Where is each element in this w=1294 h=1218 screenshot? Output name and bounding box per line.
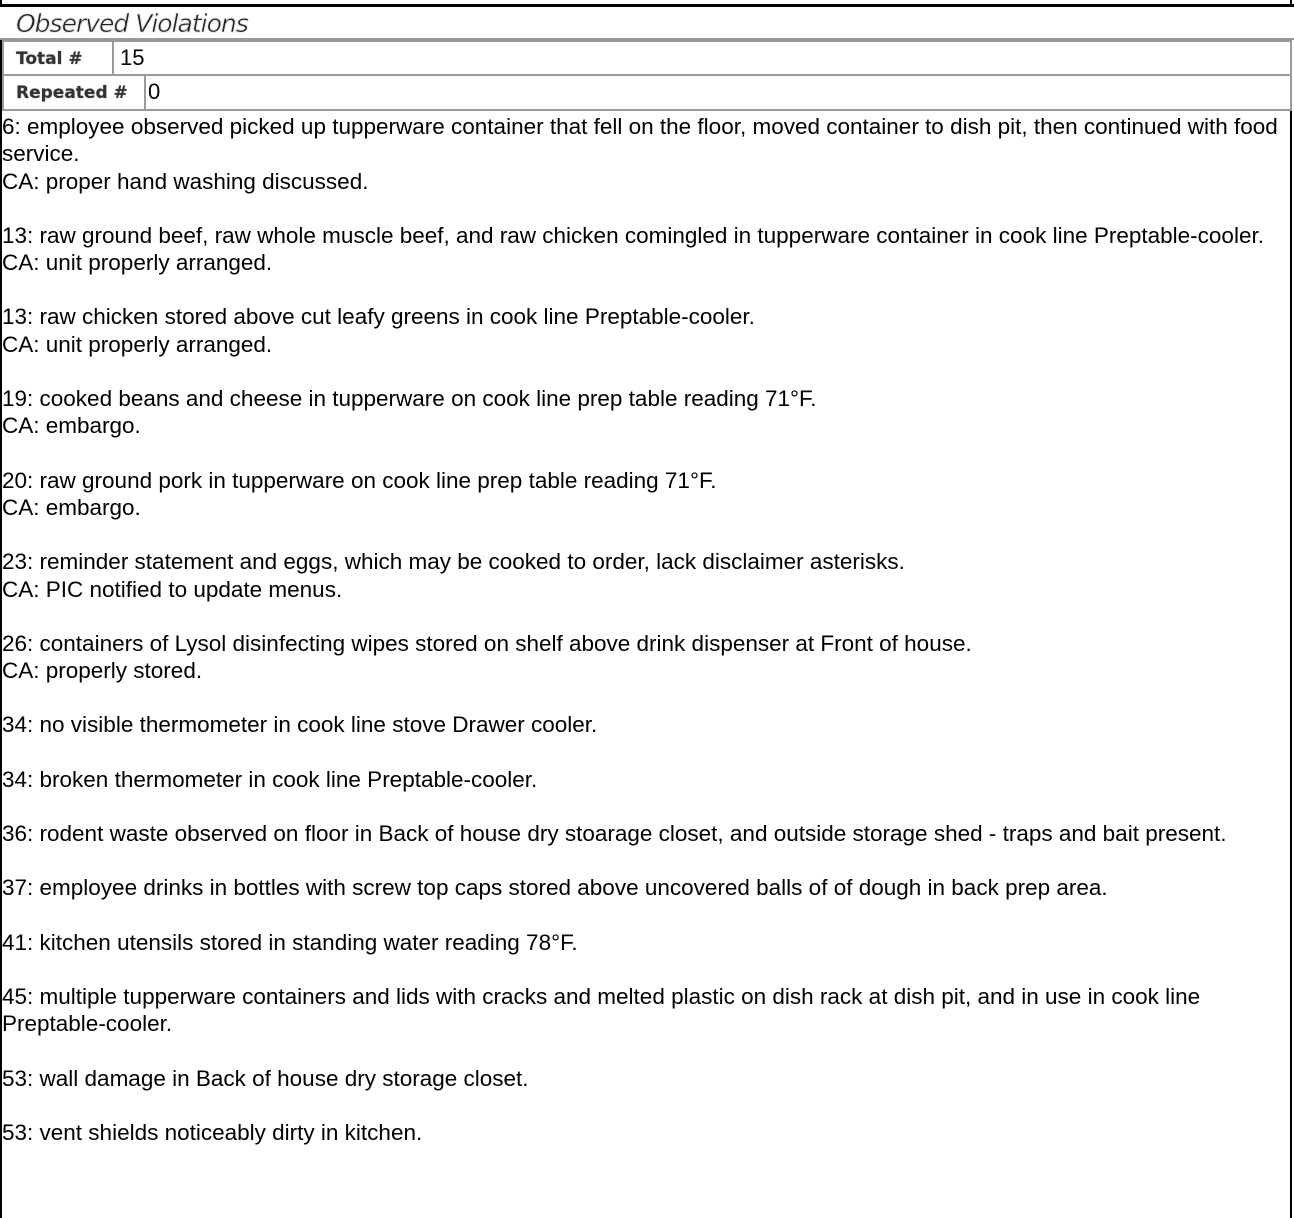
violation-text: 37: employee drinks in bottles with screw top caps stored above uncovered balls of of dough in back prep area.	[2, 875, 1108, 901]
violation-entry	[2, 630, 1282, 685]
violation-entry	[2, 820, 1282, 847]
violation-text: 41: kitchen utensils stored in standing water reading 78°F.	[2, 929, 578, 955]
violation-entry	[2, 874, 1282, 901]
violation-text: 6: employee observed picked up tupperware container that fell on the floor, moved container to dish pit, then continued with food service.	[2, 114, 1278, 167]
violation-text: 34: broken thermometer in cook line Preptable-cooler.	[2, 766, 538, 792]
violation-text: 19: cooked beans and cheese in tupperware on cook line prep table reading 71°F.	[2, 386, 817, 412]
violation-text: 13: raw chicken stored above cut leafy greens in cook line Preptable-cooler.	[2, 304, 755, 330]
violation-entry	[2, 548, 1282, 603]
violations-list	[2, 113, 1282, 1173]
violation-text: 23: reminder statement and eggs, which may be cooked to order, lack disclaimer asterisks.	[2, 549, 905, 575]
violation-entry	[2, 766, 1282, 793]
corrective-action-text: CA: embargo.	[2, 413, 141, 439]
violation-entry	[2, 303, 1282, 358]
repeated-row	[2, 76, 1292, 111]
violation-text: 26: containers of Lysol disinfecting wipes stored on shelf above drink dispenser at Front of house.	[2, 630, 972, 656]
violation-text: 53: vent shields noticeably dirty in kitchen.	[2, 1119, 423, 1145]
repeated-value: 0	[148, 79, 161, 104]
violation-entry	[2, 1119, 1282, 1146]
total-row	[2, 40, 1292, 76]
violation-entry	[2, 711, 1282, 738]
violation-text: 36: rodent waste observed on floor in Back of house dry stoarage closet, and outside storage shed - traps and bait present.	[2, 821, 1227, 847]
corrective-action-text: CA: proper hand washing discussed.	[2, 168, 369, 194]
violation-text: 13: raw ground beef, raw whole muscle beef, and raw chicken comingled in tupperware container in cook line Preptable-cooler.	[2, 222, 1264, 248]
section-header	[0, 4, 1294, 40]
violation-text: 53: wall damage in Back of house dry storage closet.	[2, 1065, 529, 1091]
violation-entry	[2, 1065, 1282, 1092]
corrective-action-text: CA: unit properly arranged.	[2, 250, 273, 276]
violation-text: 34: no visible thermometer in cook line stove Drawer cooler.	[2, 712, 598, 738]
corrective-action-text: CA: PIC notified to update menus.	[2, 576, 343, 602]
violation-text: 20: raw ground pork in tupperware on cook line prep table reading 71°F.	[2, 467, 717, 493]
violation-entry	[2, 467, 1282, 522]
total-label: Total #	[4, 42, 114, 74]
violation-entry	[2, 385, 1282, 440]
corrective-action-text: CA: properly stored.	[2, 658, 203, 684]
corrective-action-text: CA: unit properly arranged.	[2, 331, 273, 357]
repeated-label: Repeated #	[4, 76, 146, 109]
violation-entry	[2, 222, 1282, 277]
violation-entry	[2, 983, 1282, 1038]
total-value: 15	[120, 45, 145, 70]
violation-entry	[2, 113, 1282, 195]
section-title: Observed Violations	[16, 9, 248, 38]
violation-text: 45: multiple tupperware containers and lids with cracks and melted plastic on dish rack at dish pit, and in use in cook line Preptable-cooler.	[2, 983, 1201, 1037]
violation-entry	[2, 929, 1282, 956]
corrective-action-text: CA: embargo.	[2, 494, 141, 520]
